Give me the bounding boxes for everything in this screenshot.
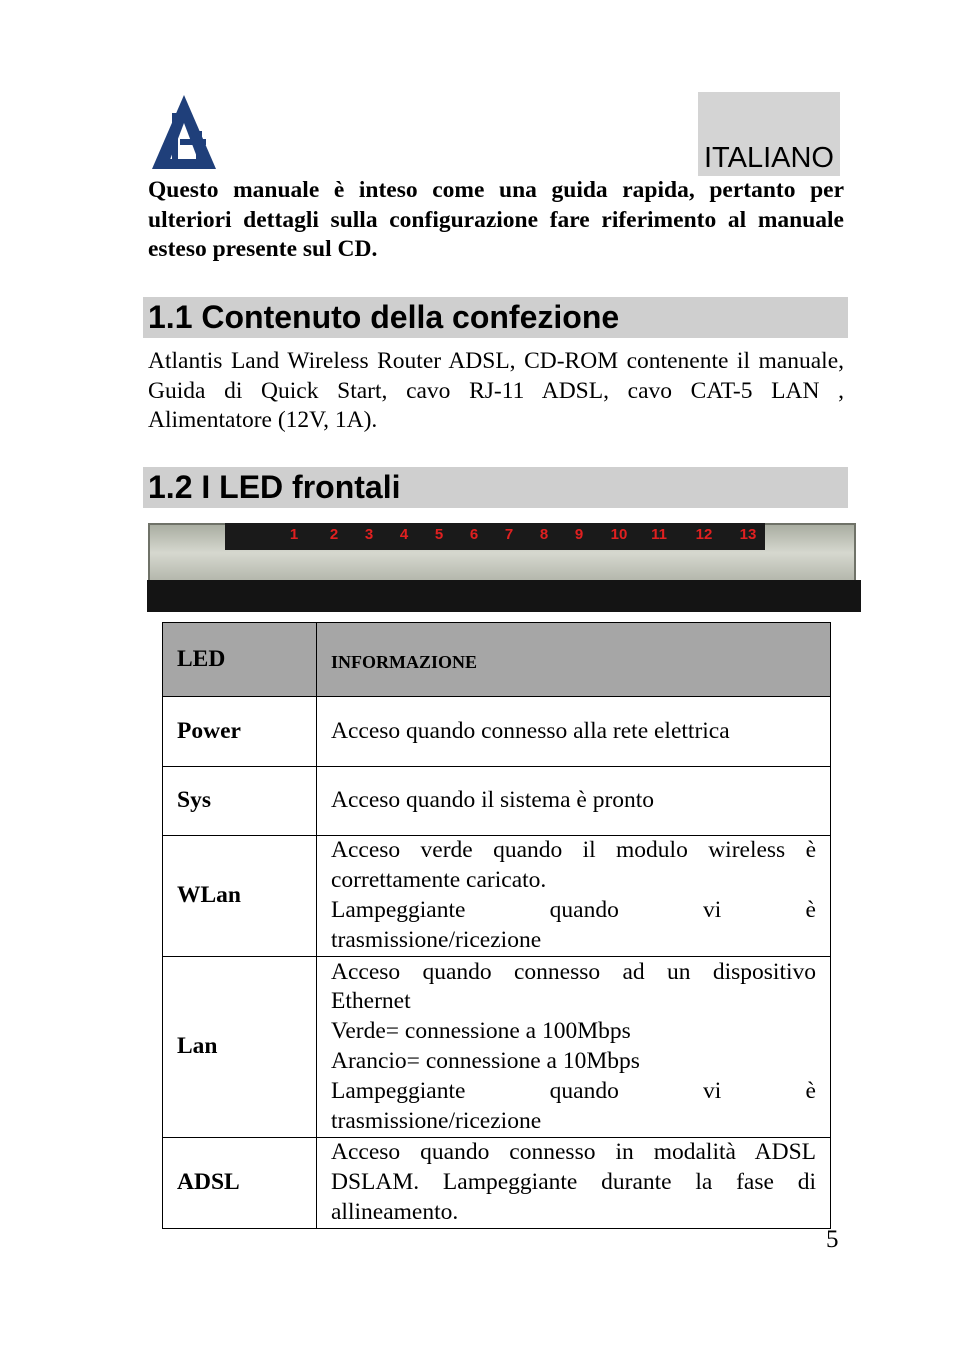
led-description — [317, 957, 831, 1138]
led-table — [162, 622, 831, 1229]
description-line: Acceso quando connesso ad un dispositivo — [331, 958, 816, 985]
table-row — [163, 1138, 831, 1229]
led-description — [317, 836, 831, 957]
led-name: WLan — [163, 836, 317, 957]
description-line: trasmissione/ricezione — [331, 926, 542, 953]
description-line: Lampeggiante quando vi è — [331, 897, 816, 923]
description-line: correttamente caricato. — [331, 867, 547, 894]
section-contents-paragraph: Atlantis Land Wireless Router ADSL, CD-ROM contenente il manuale, Guida di Quick Start, cavo RJ-11 ADSL, cavo CAT-5 LAN , Alimentatore (12V, 1A). — [148, 348, 844, 433]
description-line: Lampeggiante quando vi è — [331, 1077, 816, 1104]
section-heading-leds: 1.2 I LED frontali — [143, 467, 848, 508]
led-number-4: 4 — [399, 526, 409, 543]
table-row — [163, 767, 831, 836]
led-number-9: 9 — [574, 526, 584, 543]
led-number-12: 12 — [695, 526, 713, 543]
table-header-row — [163, 623, 831, 697]
description-line: Ethernet — [331, 988, 411, 1015]
led-number-3: 3 — [364, 526, 374, 543]
led-number-2: 2 — [329, 526, 339, 543]
led-name: Lan — [163, 957, 317, 1138]
description-line: Acceso quando connesso in modalità ADSL — [331, 1139, 816, 1166]
led-number-13: 13 — [739, 526, 757, 543]
description-line: Acceso quando connesso alla rete elettrica — [331, 717, 730, 744]
section-heading-contents: 1.1 Contenuto della confezione — [143, 297, 848, 338]
table-row — [163, 957, 831, 1138]
table-row — [163, 836, 831, 957]
description-line: DSLAM. Lampeggiante durante la fase di — [331, 1169, 816, 1196]
table-row — [163, 697, 831, 767]
atlantis-logo-icon — [148, 93, 220, 170]
page-number: 5 — [826, 1226, 839, 1253]
intro-paragraph: Questo manuale è inteso come una guida rapida, pertanto per ulteriori dettagli sulla configurazione fare riferimento al manuale esteso presente sul CD. — [148, 177, 844, 262]
led-number-1: 1 — [289, 526, 299, 543]
header-info: INFORMAZIONE — [317, 623, 831, 697]
description-line: Acceso quando il sistema è pronto — [331, 787, 655, 814]
header-led: LED — [163, 623, 317, 697]
description-line: Acceso verde quando il modulo wireless è — [331, 837, 816, 864]
led-number-11: 11 — [651, 526, 667, 543]
led-number-8: 8 — [539, 526, 549, 543]
led-description — [317, 1138, 831, 1229]
router-front-panel-image — [147, 520, 861, 612]
language-label: ITALIANO — [704, 142, 834, 174]
led-number-10: 10 — [610, 526, 628, 543]
description-line: Arancio= connessione a 10Mbps — [331, 1048, 640, 1074]
led-name: ADSL — [163, 1138, 317, 1229]
led-description — [317, 697, 831, 767]
led-number-5: 5 — [434, 526, 444, 543]
led-number-7: 7 — [504, 526, 514, 543]
led-description — [317, 767, 831, 836]
led-number-6: 6 — [469, 526, 479, 543]
description-line: trasmissione/ricezione — [331, 1107, 542, 1134]
description-line: Verde= connessione a 100Mbps — [331, 1018, 631, 1045]
description-line: allineamento. — [331, 1198, 459, 1225]
led-name: Sys — [163, 767, 317, 836]
led-name: Power — [163, 697, 317, 767]
